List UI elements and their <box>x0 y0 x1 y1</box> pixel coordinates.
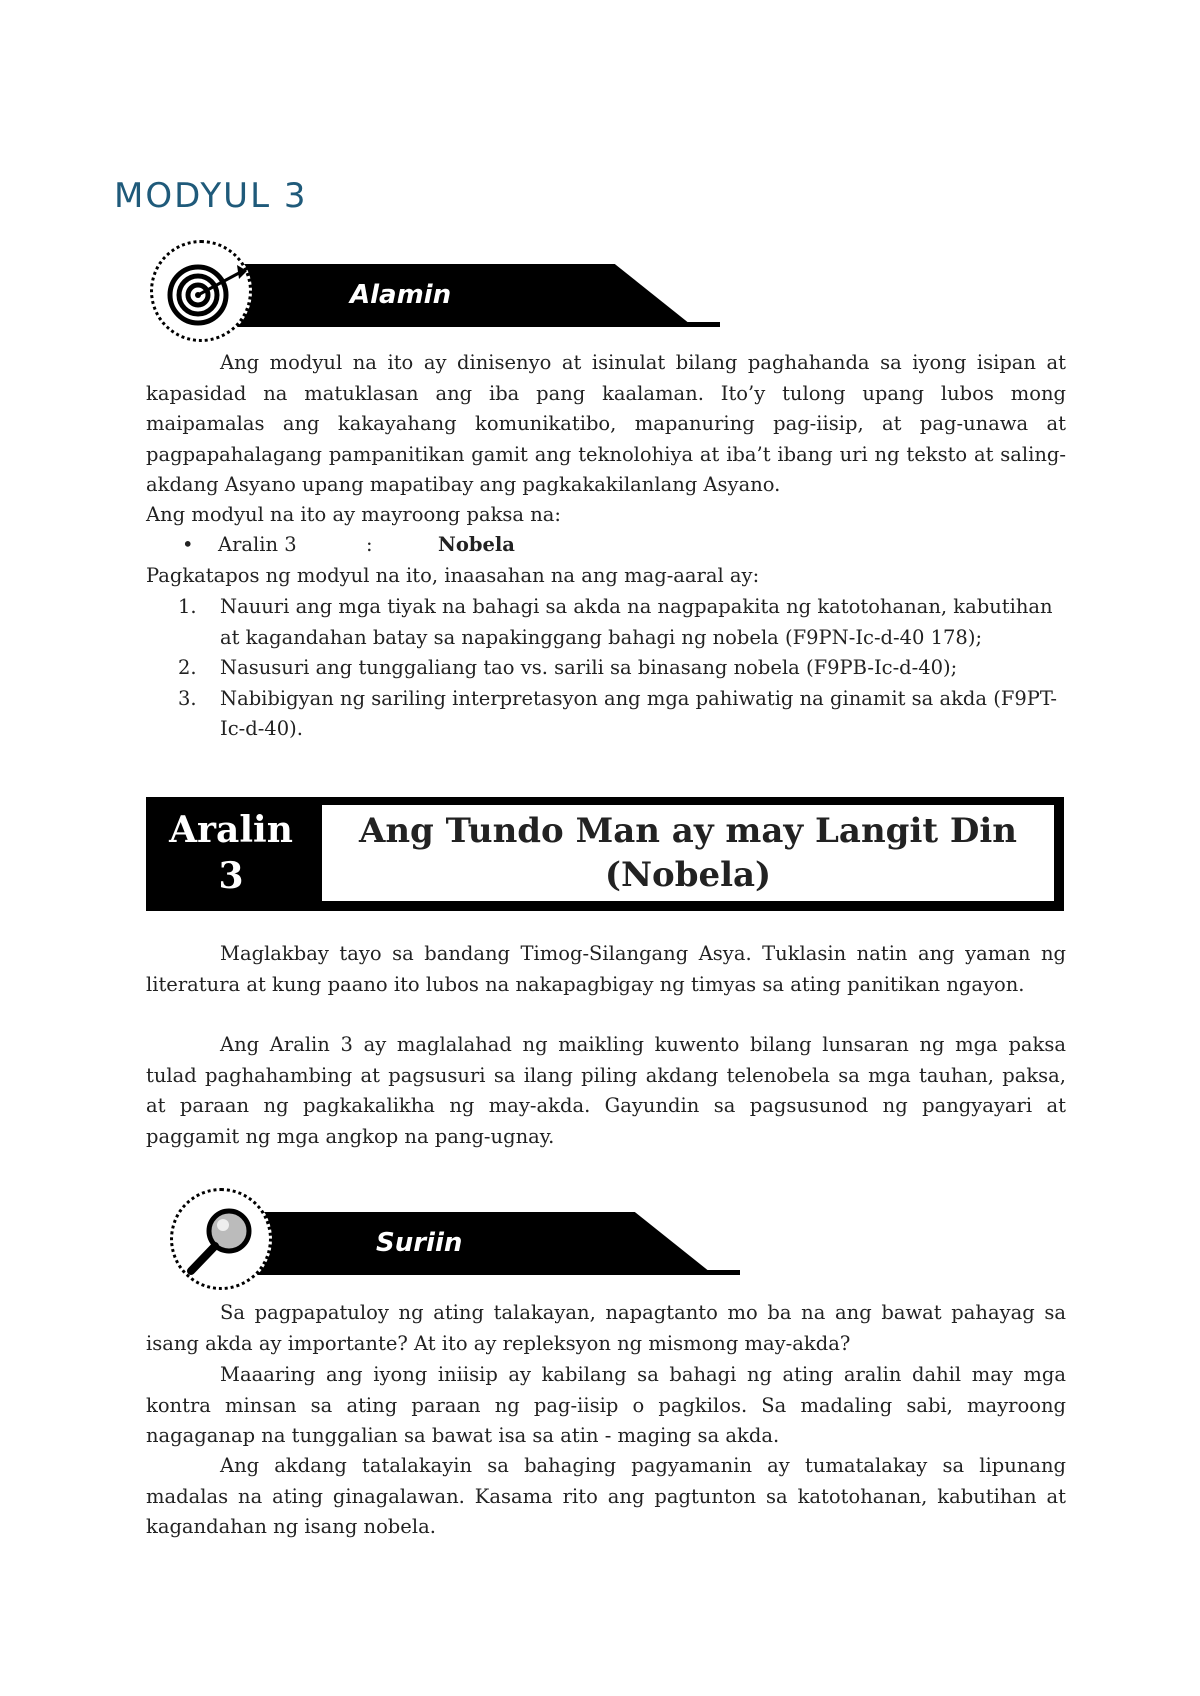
aralin-label: Aralin 3 <box>169 809 293 897</box>
module-title: MODYUL 3 <box>114 176 308 216</box>
suriin-banner <box>170 1188 750 1298</box>
suriin-paragraph: Maaaring ang iyong iniisip ay kabilang sa bahagi ng ating aralin dahil may mga kontra minsan sa ating paraan ng pag-iisip o pagkilos. Sa madaling sabi, mayroong nagaganap na tunggalian sa bawat isa sa atin - maging sa akda. <box>146 1363 1066 1447</box>
suriin-paragraph: Ang akdang tatalakayin sa bahaging pagyamanin ay tumatalakay sa lipunang madalas na ating ginagalawan. Kasama rito ang pagtunton sa katotohanan, kabutihan at kagandahan ng isang nobela. <box>146 1454 1066 1538</box>
alamin-banner <box>150 240 730 350</box>
topic-name: Nobela <box>438 533 515 556</box>
banner-underline <box>240 1270 740 1275</box>
list-item: 2. Nasusuri ang tunggaliang tao vs. sarili sa binasang nobela (F9PB-Ic-d-40); <box>178 656 958 679</box>
banner-underline <box>220 322 720 327</box>
list-item: 3. Nabibigyan ng sariling interpretasyon ang mga pahiwatig na ginamit sa akda (F9PT-Ic-d-40). <box>178 686 1057 740</box>
suriin-paragraph: Sa pagpapatuloy ng ating talakayan, napagtanto mo ba na ang bawat pahayag sa isang akda ay importante? At ito ay repleksyon ng mismong may-akda? <box>146 1301 1066 1355</box>
aralin-title: Ang Tundo Man ay may Langit Din (Nobela) <box>322 805 1054 901</box>
list-item: 1. Nauuri ang mga tiyak na bahagi sa akda na nagpapakita ng katotohanan, kabutihan at kagandahan batay sa napakinggang bahagi ng nobela (F9PN-Ic-d-40 178); <box>178 595 1053 649</box>
suriin-label: Suriin <box>376 1228 463 1258</box>
banner-bar <box>220 264 690 324</box>
topic-line: Ang modyul na ito ay mayroong paksa na: <box>146 503 561 526</box>
alamin-label: Alamin <box>350 280 452 310</box>
lesson-intro-paragraph: Maglakbay tayo sa bandang Timog-Silangang Asya. Tuklasin natin ang yaman ng literatura at kung paano ito lubos na nakapagbigay ng timyas sa ating panitikan ngayon. <box>146 942 1066 996</box>
banner-bar <box>240 1212 710 1272</box>
topic-item <box>182 530 515 560</box>
objectives-intro: Pagkatapos ng modyul na ito, inaasahan na ang mag-aaral ay: <box>146 564 760 587</box>
topic-lesson: Aralin 3 <box>218 533 297 556</box>
objectives-list <box>178 592 1066 745</box>
magnifying-glass-icon <box>170 1188 272 1290</box>
aralin-title-box <box>146 797 1064 911</box>
lesson-intro-paragraph: Ang Aralin 3 ay maglalahad ng maikling kuwento bilang lunsaran ng mga paksa tulad paghahambing at pagsusuri sa ilang piling akdang telenobela sa mga tauhan, paksa, at paraan ng pagkakalikha ng may-akda. Gayundin sa pagsusunod ng pangyayari at paggamit ng mga angkop na pang-ugnay. <box>146 1033 1066 1148</box>
topic-colon: : <box>366 533 373 556</box>
target-dart-icon <box>150 240 252 342</box>
bullet: • <box>182 533 194 556</box>
alamin-intro: Ang modyul na ito ay dinisenyo at isinulat bilang paghahanda sa iyong isipan at kapasidad na matuklasan ang iba pang kaalaman. Ito’y tulong upang lubos mong maipamalas ang kakayahang komunikatibo, mapanuring pag-iisip, at pag-unawa at pagpapahalagang pampanitikan gamit ang teknolohiya at iba’t ibang uri ng teksto at saling-akdang Asyano upang mapatibay ang pagkakakilanlang Asyano. <box>146 351 1066 496</box>
